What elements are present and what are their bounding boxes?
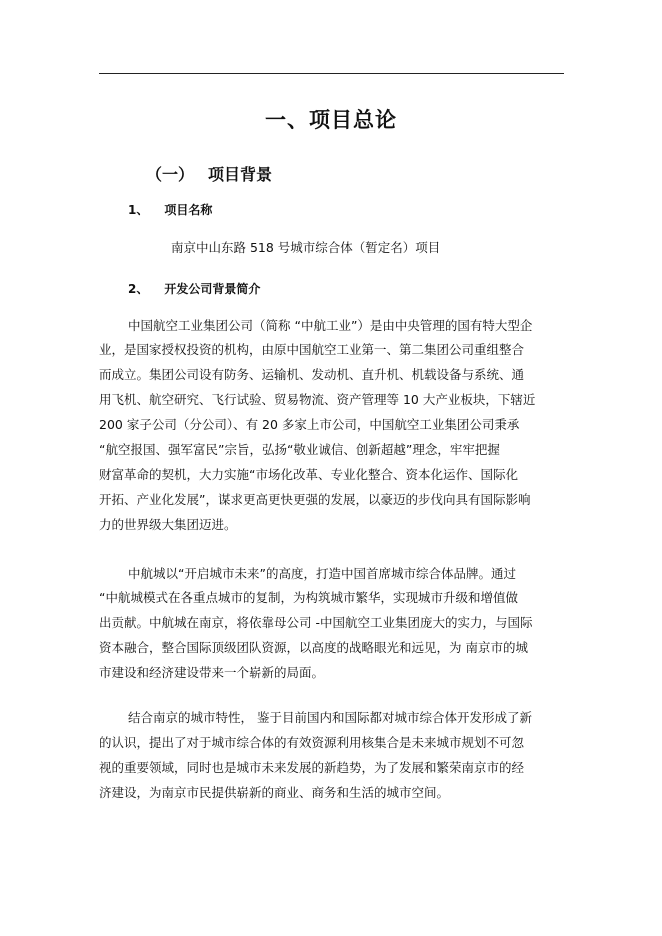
paragraph-line: 开拓、产业化发展”，谋求更高更快更强的发展，以豪迈的步伐向具有国际影响 <box>99 492 531 507</box>
paragraph-line: 用飞机、航空研究、飞行试验、贸易物流、资产管理等 10 大产业板块，下辖近 <box>99 392 536 407</box>
item-heading-2 <box>128 280 260 297</box>
paragraph-line: 结合南京的城市特性， 鉴于目前国内和国际都对城市综合体开发形成了新 <box>128 710 532 725</box>
paragraph-line: “航空报国、强军富民”宗旨，弘扬“敬业诚信、创新超越”理念，牢牢把握 <box>99 442 500 457</box>
item-number: 2、 <box>128 282 149 296</box>
chapter-title: 一、项目总论 <box>265 108 397 132</box>
paragraph-line: 200 家子公司（分公司）、有 20 多家上市公司，中国航空工业集团公司秉承 <box>99 417 520 432</box>
item-title: 开发公司背景简介 <box>164 282 261 296</box>
item-heading-1 <box>128 201 212 218</box>
paragraph-line: 视的重要领域，同时也是城市未来发展的新趋势，为了发展和繁荣南京市的经 <box>99 760 525 775</box>
paragraph-line: 财富革命的契机，大力实施“市场化改革、专业化整合、资本化运作、国际化 <box>99 467 518 482</box>
paragraph-line: 业，是国家授权投资的机构，由原中国航空工业第一、第二集团公司重组整合 <box>99 342 525 357</box>
section-title: 项目背景 <box>208 165 273 184</box>
paragraph-line: 中国航空工业集团公司（简称 “中航工业”）是由中央管理的国有特大型企 <box>128 318 533 333</box>
paragraph-line: 出贡献。中航城在南京，将依靠母公司 -中国航空工业集团庞大的实力，与国际 <box>99 615 533 630</box>
item-number: 1、 <box>128 203 149 217</box>
paragraph-line: 而成立。集团公司设有防务、运输机、发动机、直升机、机载设备与系统、通 <box>99 367 525 382</box>
project-name: 南京中山东路 518 号城市综合体（暂定名）项目 <box>171 240 441 255</box>
section-number: （一） <box>146 165 195 184</box>
item-title: 项目名称 <box>164 203 213 217</box>
paragraph-line: 中航城以“开启城市未来”的高度，打造中国首席城市综合体品牌。通过 <box>128 566 516 581</box>
paragraph-line: 市建设和经济建设带来一个崭新的局面。 <box>99 665 325 680</box>
paragraph-line: 的认识，提出了对于城市综合体的有效资源利用核集合是未来城市规划不可忽 <box>99 735 525 750</box>
paragraph-line: 济建设，为南京市民提供崭新的商业、商务和生活的城市空间。 <box>99 785 450 800</box>
header-rule <box>99 73 564 74</box>
section-heading <box>146 162 272 185</box>
paragraph-line: “中航城模式在各重点城市的复制，为构筑城市繁华，实现城市升级和增值做 <box>99 590 518 605</box>
paragraph-line: 资本融合，整合国际顶级团队资源，以高度的战略眼光和远见，为 南京市的城 <box>99 640 528 655</box>
paragraph-line: 力的世界级大集团迈进。 <box>99 517 237 532</box>
